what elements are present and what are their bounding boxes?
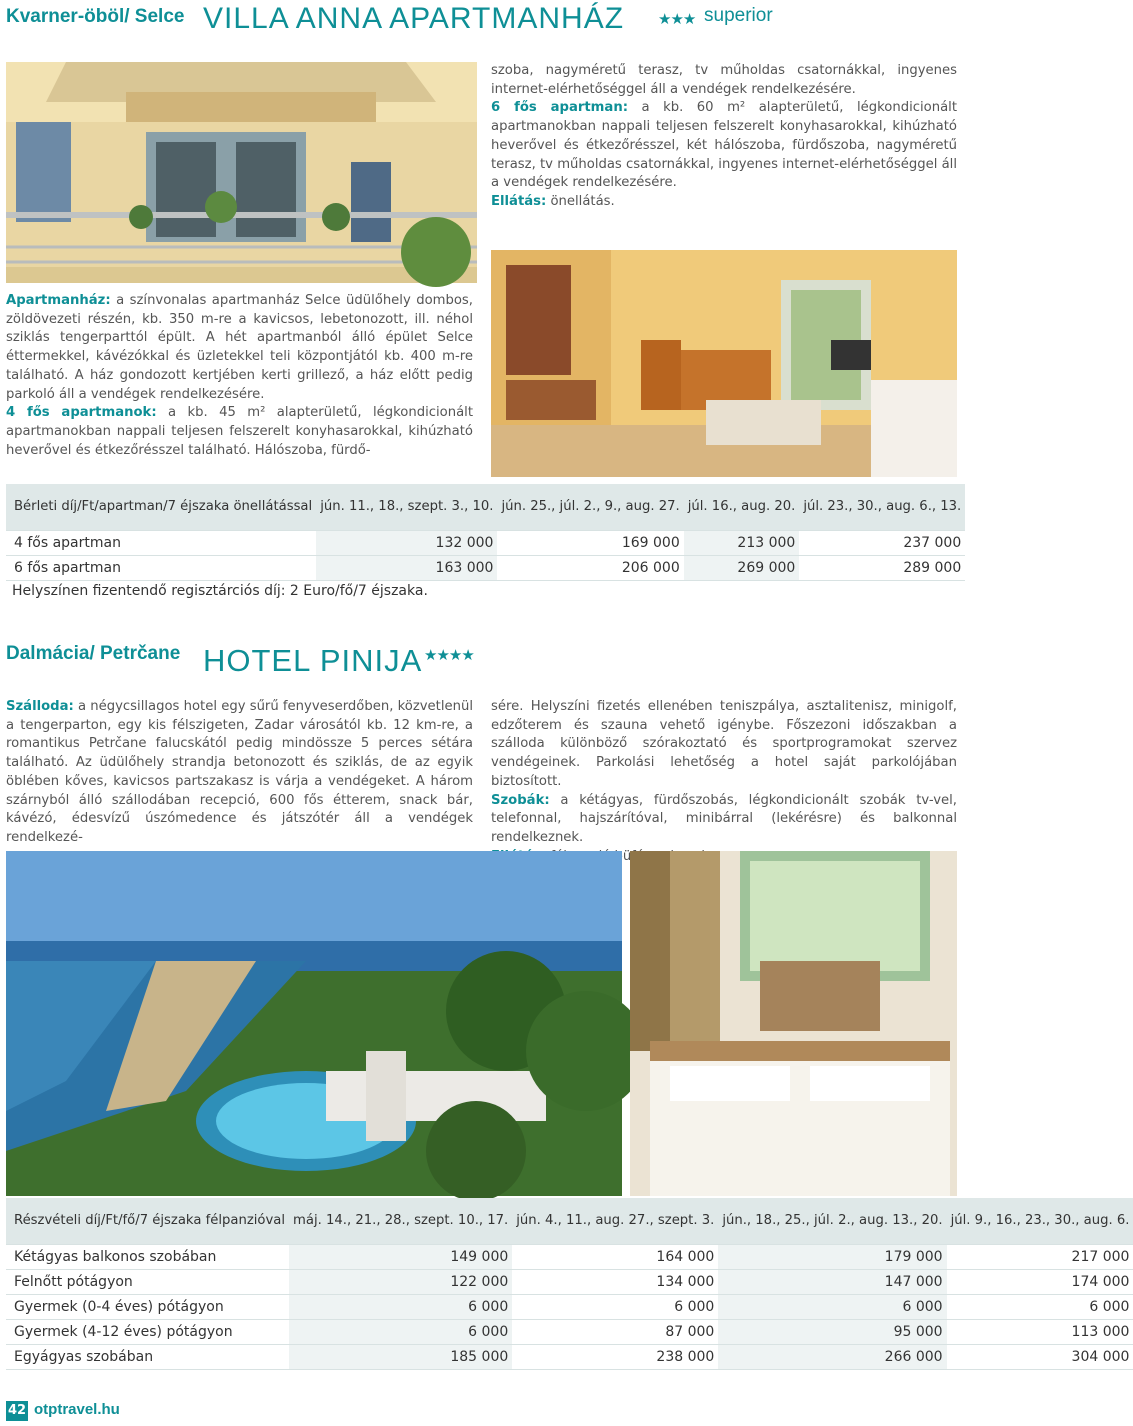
villa-left-text: Apartmanház: a színvonalas apartmanház Selce üdülőhely dombos, zöldövezeti részén, kb. 350 m-re a kavicsos, lebetonozott, ill. néhol sziklás tengerparttól épült. A hét apartmanból álló épület Selce éttermekkel, kávézókkal és üzletekkel teli központjától kb. 400 m-re található. A ház gondozott kertjében kerti grillező, a ház előtt pedig parkoló áll a vendégek rendelkezésére. 4 fős apartmanok: a kb. 45 m² alapterületű, légkondicionált apartmanokban nappali teljesen felszerelt konyhasarokkal, kihúzható heverővel és étkezőrésszel található. Hálószoba, fürdő- [6,293,474,458]
period-header: jún. 11., 18., szept. 3., 10. [316,484,497,530]
villa-right-text: szoba, nagyméretű terasz, tv műholdas csatornákkal, ingyenes internet-elérhetőséggel áll a vendégek rendelkezésére. 6 fős apartman: a kb. 60 m² alapterületű, légkondicionált apartmanokban nappali teljesen felszerelt konyhasarokkal, kihúzható heverővel és étkezőrésszel, két hálószoba, fürdőszoba, nagyméretű terasz, tv műholdas csatornákkal, ingyenes internet-elérhetőséggel áll a vendégek rendelkezésére. Ellátás: önellátás. [491,63,957,209]
period-header: júl. 9., 16., 23., 30., aug. 6. [947,1198,1133,1244]
table-header-label: Bérleti díj/Ft/apartman/7 éjszaka önellátással [6,484,316,530]
villa-superior: superior [704,5,773,26]
pinija-left-text: Szálloda: a négycsillagos hotel egy sűrű fenyveserdőben, közvetlenül a tengerparton, egy kis félszigeten, Zadar városától kb. 12 km-re, a romantikus Petrčane falucskától pedig mindössze 5 perces sétára található. Az üdülőhely strandja betonozott és sziklás, de az egyik öblében kőves, kavicsos partszakasz is várja a vendégeket. A három szárnyból álló szállodában recepció, 600 fős étterem, snack bár, kávézó, édesvízű úszómedence és játszótér áll a vendégek rendelkezé- [6,699,473,845]
pinija-region: Dalmácia/ Petrčane [6,643,181,664]
table-header-row [6,1198,1133,1244]
registration-fee-note: Helyszínen fizentendő regisztárciós díj: 2 Euro/fő/7 éjszaka. [12,583,428,599]
table-row: Gyermek (4-12 éves) pótágyon 6 000 87 000 95 000 113 000 [6,1319,1133,1344]
villa-stars-icon: ★★★ [658,10,696,28]
page-number: 42 [6,1401,28,1421]
table-header-label: Részvételi díj/Ft/fő/7 éjszaka félpanzióval [6,1198,289,1244]
villa-interior-photo [491,250,957,477]
pinija-aerial-photo [6,851,622,1196]
table-row: 6 fős apartman 163 000 206 000 269 000 289 000 [6,555,965,580]
pinija-room-photo [630,851,957,1196]
table-row: Egyágyas szobában 185 000 238 000 266 000 304 000 [6,1344,1133,1369]
table-row: Kétágyas balkonos szobában 149 000 164 000 179 000 217 000 [6,1244,1133,1269]
pinija-price-table [6,1198,1133,1370]
pinija-stars-icon: ★★★★ [424,646,474,664]
table-row: Felnőtt pótágyon 122 000 134 000 147 000 174 000 [6,1269,1133,1294]
period-header: júl. 23., 30., aug. 6., 13. [799,484,965,530]
table-row: Gyermek (0-4 éves) pótágyon 6 000 6 000 6 000 6 000 [6,1294,1133,1319]
period-header: jún. 4., 11., aug. 27., szept. 3. [512,1198,718,1244]
pinija-right-text: sére. Helyszíni fizetés ellenében teniszpálya, asztalitenisz, minigolf, edzőterem és szauna vehető igénybe. Főszezoni időszakban a szálloda különböző szórakoztató és sportprogramokat szervez vendégeinek. Parkolási lehetőség a hotel saját parkolójában biztosított. Szobák: a kétágyas, fürdőszobás, légkondicionált szobák tv-vel, telefonnal, hajszárítóval, minibárral (lekérésre) és balkonnal rendelkeznek. [491,699,957,845]
pinija-title: HOTEL PINIJA [203,643,423,678]
villa-exterior-photo [6,62,477,283]
period-header: jún., 18., 25., júl. 2., aug. 13., 20. [718,1198,946,1244]
table-row: 4 fős apartman 132 000 169 000 213 000 237 000 [6,530,965,555]
villa-price-table [6,484,965,581]
villa-title: VILLA ANNA APARTMANHÁZ [203,2,625,35]
site-link[interactable]: otptravel.hu [34,1401,120,1418]
period-header: jún. 25., júl. 2., 9., aug. 27. [497,484,683,530]
table-header-row [6,484,965,530]
period-header: júl. 16., aug. 20. [684,484,800,530]
villa-region: Kvarner-öböl/ Selce [6,6,185,27]
period-header: máj. 14., 21., 28., szept. 10., 17. [289,1198,512,1244]
